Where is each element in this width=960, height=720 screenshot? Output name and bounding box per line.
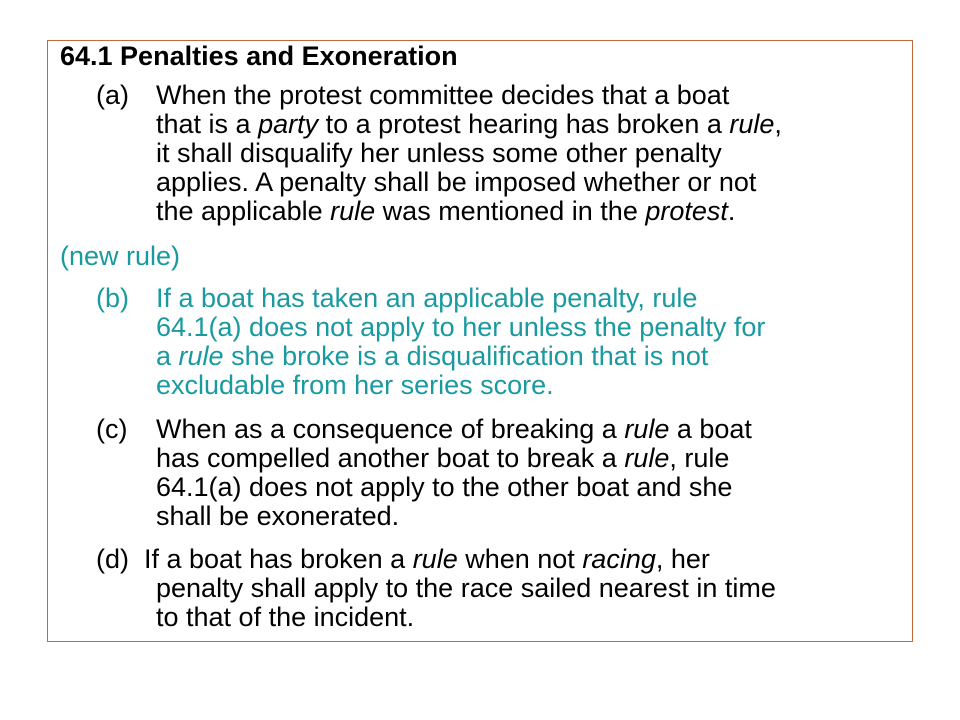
clause-c-label: (c) bbox=[96, 414, 128, 444]
clause-d-text bbox=[144, 544, 910, 632]
clause-a-text bbox=[156, 81, 910, 226]
text-line: that is a party to a protest hearing has broken a rule, bbox=[156, 109, 782, 139]
rule-text-block bbox=[60, 42, 910, 632]
text-line: it shall disqualify her unless some other penalty bbox=[156, 138, 722, 168]
text-line: If a boat has taken an applicable penalty, rule bbox=[156, 283, 698, 313]
text-line: When the protest committee decides that a boat bbox=[156, 80, 730, 110]
text-line: When as a consequence of breaking a rule a boat bbox=[156, 414, 752, 444]
text-line: to that of the incident. bbox=[156, 602, 415, 632]
clause-b-label: (b) bbox=[96, 283, 129, 313]
clause-d-label: (d) bbox=[96, 544, 129, 574]
clause-a bbox=[60, 81, 910, 226]
text-line: 64.1(a) does not apply to her unless the penalty for bbox=[156, 312, 766, 342]
clause-b bbox=[60, 284, 910, 400]
clause-a-label: (a) bbox=[96, 80, 129, 110]
text-line: excludable from her series score. bbox=[156, 370, 554, 400]
text-line: has compelled another boat to break a rule, rule bbox=[156, 443, 730, 473]
clause-c bbox=[60, 415, 910, 531]
text-line: shall be exonerated. bbox=[156, 501, 400, 531]
text-line: the applicable rule was mentioned in the protest. bbox=[156, 196, 736, 226]
clause-d bbox=[60, 545, 910, 632]
text-line: penalty shall apply to the race sailed nearest in time bbox=[156, 573, 776, 603]
new-rule-label: (new rule) bbox=[60, 241, 181, 271]
text-line: applies. A penalty shall be imposed whether or not bbox=[156, 167, 757, 197]
section-title: 64.1 Penalties and Exoneration bbox=[60, 41, 458, 71]
text-line: 64.1(a) does not apply to the other boat and she bbox=[156, 472, 733, 502]
clause-b-text bbox=[156, 284, 910, 400]
text-line: a rule she broke is a disqualification that is not bbox=[156, 341, 709, 371]
text-line: If a boat has broken a rule when not racing, her bbox=[144, 544, 710, 574]
clause-c-text bbox=[156, 415, 910, 531]
